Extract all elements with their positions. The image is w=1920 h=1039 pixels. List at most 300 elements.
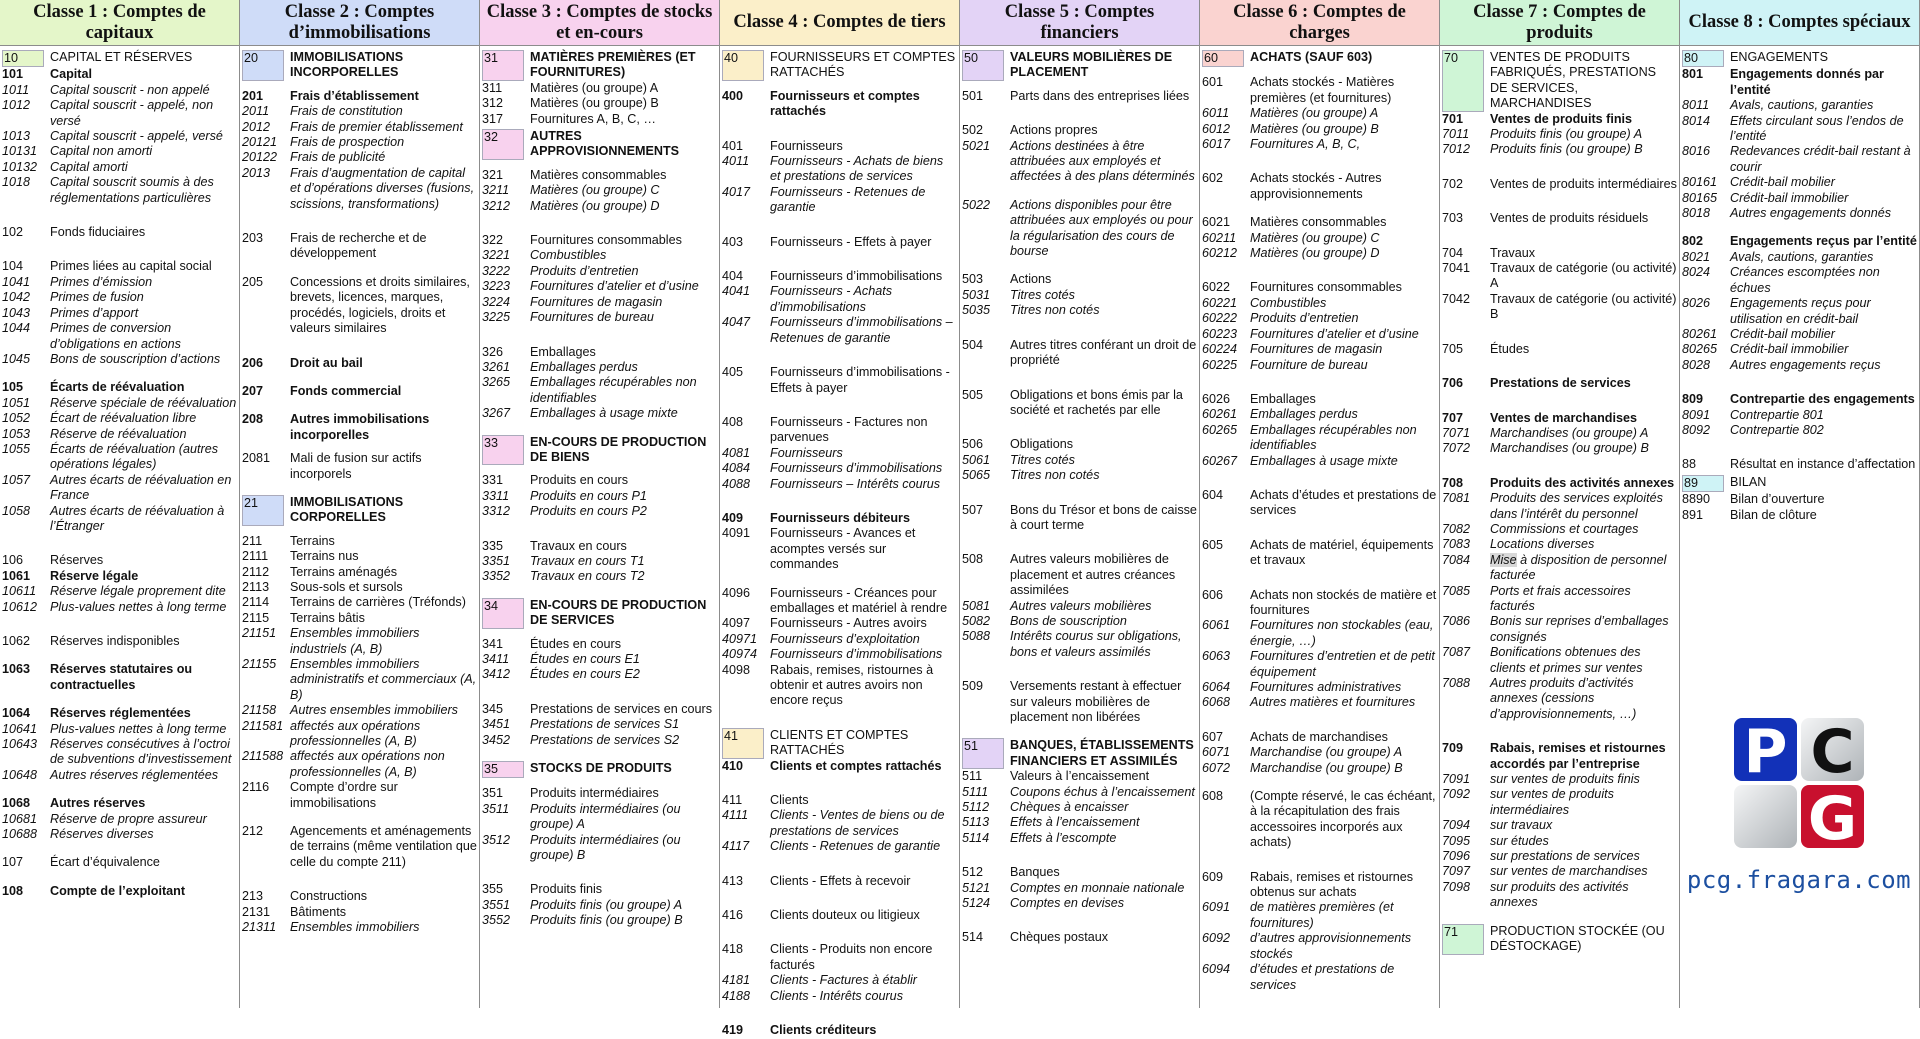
- account-label: Clients - Ventes de biens ou de prestations de services: [770, 808, 945, 838]
- account-label: Coupons échus à l’encaissement: [1010, 784, 1195, 799]
- account-code: 409: [722, 510, 744, 525]
- account-row: [722, 908, 957, 923]
- account-label: Emballages perdus: [1250, 407, 1358, 422]
- account-label: Autres ensembles immobiliers: [290, 703, 458, 718]
- pcg-logo: [1734, 717, 1864, 854]
- account-label: Autres engagements donnés: [1730, 206, 1892, 221]
- account-label: Produits intermédiaires (ou groupe) B: [530, 832, 681, 863]
- account-row: [1682, 327, 1917, 342]
- account-row: [722, 942, 957, 973]
- account-label: Fournisseurs - Factures non parvenues: [770, 414, 928, 445]
- account-code: 211581: [242, 718, 284, 733]
- account-code: 6063: [1202, 649, 1231, 664]
- account-label: Résultat en instance d’affectation: [1730, 457, 1916, 472]
- account-row: [1202, 75, 1437, 106]
- account-row: [242, 275, 477, 337]
- account-code: 1058: [2, 503, 31, 518]
- account-code: 4181: [722, 973, 751, 988]
- account-code: 3411: [482, 652, 510, 666]
- account-row: [1442, 787, 1677, 818]
- account-label: Clients - Factures à établir: [770, 973, 917, 988]
- account-label: Autres immobilisations incorporelles: [290, 412, 430, 442]
- account-code: 3224: [482, 294, 511, 309]
- account-code: 704: [1442, 245, 1464, 260]
- account-label: Écart de réévaluation libre: [50, 411, 197, 426]
- account-row: [1682, 342, 1917, 357]
- account-row: [722, 415, 957, 446]
- account-list: [960, 46, 1199, 946]
- account-label: sur prestations de services: [1490, 849, 1640, 864]
- account-row: [482, 112, 717, 127]
- account-label: Fournisseurs et comptes rattachés: [770, 88, 920, 119]
- account-label: Obligations: [1010, 437, 1074, 452]
- account-row: [482, 554, 717, 569]
- account-label: Fournisseurs d’immobilisations – Retenues de garantie: [770, 315, 953, 345]
- account-code: 107: [2, 855, 24, 870]
- account-class-row: [1682, 475, 1917, 492]
- account-code: 4011: [722, 154, 750, 169]
- account-code: 413: [722, 873, 744, 888]
- account-code: 4091: [722, 526, 751, 541]
- account-code: 6092: [1202, 931, 1231, 946]
- account-label: Compte d’ordre sur immobilisations: [290, 780, 398, 810]
- account-label: Fournitures d’entretien et de petit équipement: [1250, 649, 1435, 679]
- account-label: Rabais, remises et ristournes obtenus sur achats: [1250, 869, 1414, 900]
- class-header-1: Classe 1 : Comptes de capitaux: [0, 0, 239, 46]
- account-code: 33: [482, 435, 524, 466]
- account-code: 89: [1682, 475, 1724, 492]
- account-code: 3265: [482, 375, 511, 390]
- account-code: 7086: [1442, 614, 1471, 629]
- account-code: 7095: [1442, 833, 1471, 848]
- account-row: [1682, 175, 1917, 190]
- account-label: Réserves consécutives à l’octroi de subventions d’investissement: [50, 737, 232, 767]
- account-label: Travaux: [1490, 245, 1536, 260]
- account-label: affectés aux opérations non professionnelles (A, B): [290, 749, 445, 779]
- account-row: [722, 185, 957, 216]
- account-code: 101: [2, 67, 24, 82]
- account-label: Fournitures consommables: [530, 233, 682, 248]
- account-label: EN-COURS DE PRODUCTION DE BIENS: [530, 434, 707, 464]
- account-code: 80261: [1682, 326, 1718, 341]
- account-code: 40974: [722, 647, 758, 662]
- account-row: [2, 98, 237, 129]
- account-code: 105: [2, 380, 24, 395]
- account-label: Produits finis (ou groupe) A: [1490, 127, 1643, 142]
- account-row: [482, 786, 717, 801]
- account-label: Fournisseurs: [770, 138, 843, 153]
- account-code: 5081: [962, 598, 991, 613]
- account-label: Réserves diverses: [50, 827, 154, 842]
- account-code: 705: [1442, 341, 1464, 356]
- account-row: [1202, 122, 1437, 137]
- account-code: 31: [482, 50, 524, 81]
- account-code: 211588: [242, 749, 284, 764]
- account-code: 7012: [1442, 142, 1471, 157]
- account-label: Fournitures de magasin: [1250, 342, 1383, 357]
- account-row: [242, 384, 477, 399]
- account-list: [0, 46, 239, 899]
- account-code: 801: [1682, 67, 1704, 82]
- account-label: Ventes de marchandises: [1490, 410, 1637, 425]
- account-code: 4084: [722, 461, 751, 476]
- account-row: [242, 356, 477, 371]
- text-selection-highlight: Mise: [1490, 552, 1517, 567]
- account-row: [1202, 870, 1437, 901]
- account-label: Chèques à encaisser: [1010, 800, 1129, 815]
- account-code: 8011: [1682, 98, 1710, 113]
- account-row: [242, 719, 477, 750]
- account-label: Emballages récupérables non identifiables: [530, 375, 697, 405]
- account-code: 355: [482, 882, 504, 897]
- account-label: Actions disponibles pour être attribuées aux employés ou pour la régularisation des cours de bourse: [1010, 197, 1193, 259]
- account-row: [482, 168, 717, 183]
- account-code: 5035: [962, 303, 991, 318]
- account-code: 60267: [1202, 453, 1238, 468]
- account-label: Clients créditeurs: [770, 1023, 877, 1038]
- account-label: Matières (ou groupe) A: [1250, 106, 1379, 121]
- account-row: [1202, 311, 1437, 326]
- account-label: Prestations de services: [1490, 376, 1631, 391]
- account-row: [722, 808, 957, 839]
- account-class-row: [242, 50, 477, 81]
- account-row: [1202, 407, 1437, 422]
- account-code: 51: [962, 738, 1004, 769]
- account-code: 2013: [242, 165, 271, 180]
- account-row: [1202, 454, 1437, 469]
- account-code: 607: [1202, 729, 1224, 744]
- account-row: [2, 129, 237, 144]
- account-label: Autres matières et fournitures: [1250, 695, 1416, 710]
- account-code: 6071: [1202, 745, 1231, 760]
- account-row: [1442, 441, 1677, 456]
- account-code: 3261: [482, 359, 511, 374]
- account-code: 80161: [1682, 175, 1718, 190]
- account-label: Actions destinées à être attribuées aux employés et affectées à des plans déterminés: [1010, 138, 1195, 184]
- account-label: Crédit-bail mobilier: [1730, 326, 1835, 341]
- account-code: 10612: [2, 599, 38, 614]
- account-label: Rabais, remises, ristournes à obtenir et autres avoirs non encore reçus: [770, 662, 934, 708]
- account-label: Écart d’équivalence: [50, 855, 160, 870]
- account-row: [2, 380, 237, 395]
- account-label: Écarts de réévaluation: [50, 380, 185, 395]
- account-code: 7083: [1442, 537, 1471, 552]
- account-row: [722, 616, 957, 631]
- account-label: Réserves statutaires ou contractuelles: [50, 662, 193, 692]
- account-label: Versements restant à effectuer sur valeurs mobilières de placement non libérées: [1010, 679, 1182, 724]
- class-column-2: [240, 0, 480, 1008]
- account-code: 507: [962, 502, 984, 517]
- account-code: 605: [1202, 537, 1224, 552]
- account-label: PRODUCTION STOCKÉE (OU DÉSTOCKAGE): [1490, 923, 1665, 954]
- account-row: [2, 855, 237, 870]
- account-code: 34: [482, 598, 524, 629]
- account-label: Travaux en cours T2: [530, 569, 645, 584]
- account-label: Fonds fiduciaires: [50, 225, 146, 240]
- account-label: Achats de matériel, équipements et travaux: [1250, 537, 1434, 568]
- account-label: Travaux en cours: [530, 538, 627, 553]
- account-code: 213: [242, 889, 264, 904]
- account-label: Produits intermédiaires: [530, 786, 659, 801]
- account-label: Réserve de réévaluation: [50, 426, 187, 441]
- account-label: Commissions et courtages: [1490, 521, 1639, 536]
- account-code: 2081: [242, 451, 271, 466]
- account-code: 2012: [242, 119, 271, 134]
- account-row: [2, 553, 237, 568]
- account-row: [1682, 67, 1917, 98]
- account-label: Ensembles immobiliers: [290, 920, 420, 935]
- account-row: [962, 303, 1197, 318]
- account-label: Fournitures administratives: [1250, 680, 1402, 694]
- account-code: 6021: [1202, 215, 1231, 230]
- account-code: 606: [1202, 587, 1224, 602]
- account-label: Fournitures A, B, C,: [1250, 137, 1361, 152]
- account-code: 4097: [722, 616, 751, 631]
- account-code: 6068: [1202, 695, 1231, 710]
- account-row: [722, 139, 957, 154]
- account-class-row: [482, 129, 717, 160]
- account-row: [1202, 358, 1437, 373]
- account-row: [722, 1023, 957, 1038]
- account-label: Frais de premier établissement: [290, 119, 463, 134]
- account-row: [1682, 358, 1917, 373]
- account-row: [482, 913, 717, 928]
- account-row: [722, 315, 957, 346]
- account-row: [482, 802, 717, 833]
- account-code: 7094: [1442, 818, 1471, 833]
- account-label: Marchandise (ou groupe) A: [1250, 745, 1403, 760]
- account-label: Autres écarts de réévaluation en France: [50, 472, 232, 503]
- account-row: [962, 552, 1197, 598]
- account-row: [2, 67, 237, 82]
- account-row: [1202, 231, 1437, 246]
- account-label: Bons de souscription: [1010, 613, 1127, 628]
- account-class-row: [962, 738, 1197, 769]
- account-label: Autres produits d’activités annexes (cessions d’approvisionnements, …): [1490, 676, 1637, 721]
- account-row: [2, 737, 237, 768]
- account-row: [482, 539, 717, 554]
- account-row: [1442, 553, 1677, 584]
- account-label: Réserve spéciale de réévaluation: [50, 395, 237, 410]
- account-code: 4096: [722, 585, 751, 600]
- account-code: 6072: [1202, 760, 1231, 775]
- account-label: Primes d’émission: [50, 274, 153, 289]
- account-class-row: [1442, 50, 1677, 112]
- account-label: Capital non amorti: [50, 144, 153, 159]
- account-code: 21: [242, 495, 284, 526]
- account-list: [1440, 46, 1679, 955]
- account-code: 7091: [1442, 772, 1471, 787]
- account-label: Matières (ou groupe) C: [530, 183, 660, 198]
- account-code: 7084: [1442, 552, 1471, 567]
- account-label: Capital souscrit - appelé, non versé: [50, 98, 214, 128]
- account-code: 404: [722, 269, 744, 284]
- account-code: 802: [1682, 234, 1704, 249]
- account-label: AUTRES APPROVISIONNEMENTS: [530, 129, 680, 159]
- account-row: [962, 437, 1197, 452]
- account-code: 50: [962, 50, 1004, 81]
- account-row: [1442, 142, 1677, 157]
- account-row: [242, 89, 477, 104]
- account-code: 10132: [2, 159, 38, 174]
- account-label: Ventes de produits intermédiaires: [1490, 176, 1677, 191]
- account-row: [2, 442, 237, 473]
- account-label: Ensembles immobiliers administratifs et commerciaux (A, B): [290, 657, 477, 702]
- account-row: [1442, 177, 1677, 192]
- account-code: 203: [242, 231, 264, 246]
- account-row: [1682, 457, 1917, 472]
- account-label: Emballages à usage mixte: [530, 406, 678, 421]
- account-code: 7082: [1442, 521, 1471, 536]
- account-row: [722, 759, 957, 774]
- site-url[interactable]: pcg.fragara.com: [1686, 866, 1912, 894]
- account-row: [1202, 246, 1437, 261]
- account-row: [482, 882, 717, 897]
- account-label: Titres non cotés: [1010, 303, 1100, 318]
- account-code: 5021: [962, 138, 991, 153]
- account-code: 345: [482, 701, 504, 716]
- account-row: [2, 473, 237, 504]
- account-code: 211: [242, 533, 263, 548]
- account-code: 60225: [1202, 357, 1238, 372]
- account-row: [962, 139, 1197, 185]
- account-code: 7096: [1442, 849, 1471, 864]
- account-code: 505: [962, 387, 984, 402]
- account-row: [1442, 476, 1677, 491]
- account-code: 3312: [482, 504, 511, 519]
- account-label: Ventes de produits résiduels: [1490, 211, 1649, 226]
- account-code: 88: [1682, 457, 1697, 472]
- account-code: 40: [722, 50, 764, 81]
- account-code: 601: [1202, 75, 1224, 90]
- account-code: 703: [1442, 211, 1464, 226]
- account-row: [482, 569, 717, 584]
- account-code: 60221: [1202, 295, 1238, 310]
- account-list: [720, 46, 959, 1039]
- account-row: [482, 898, 717, 913]
- account-label: Fourniture de bureau: [1250, 357, 1368, 372]
- account-code: 403: [722, 234, 744, 249]
- account-row: [2, 600, 237, 615]
- account-code: 70: [1442, 50, 1484, 112]
- account-code: 10643: [2, 737, 38, 752]
- account-class-row: [482, 761, 717, 778]
- account-label: Mali de fusion sur actifs incorporels: [290, 451, 422, 481]
- account-class-row: [722, 50, 957, 81]
- account-label: STOCKS DE PRODUITS: [530, 761, 672, 776]
- account-row: [1202, 649, 1437, 680]
- account-label: FOURNISSEURS ET COMPTES RATTACHÉS: [770, 50, 956, 80]
- account-label: sur ventes de marchandises: [1490, 864, 1648, 879]
- account-row: [2, 396, 237, 411]
- account-row: [1442, 127, 1677, 142]
- account-row: [482, 360, 717, 375]
- account-row: [1202, 618, 1437, 649]
- account-code: 8890: [1682, 492, 1711, 507]
- account-label: Travaux de catégorie (ou activité) A: [1490, 261, 1677, 291]
- account-code: 609: [1202, 869, 1224, 884]
- account-row: [1202, 171, 1437, 202]
- account-code: 419: [722, 1023, 744, 1038]
- account-code: 504: [962, 337, 984, 352]
- account-label: Chèques postaux: [1010, 930, 1109, 945]
- account-label: Études en cours E1: [530, 652, 640, 666]
- account-label: Matières (ou groupe) D: [1250, 246, 1380, 261]
- account-label: Marchandise (ou groupe) B: [1250, 760, 1403, 775]
- account-row: [2, 321, 237, 352]
- account-label: Avals, cautions, garanties: [1730, 249, 1874, 264]
- account-row: [242, 595, 477, 610]
- account-label: Études en cours E2: [530, 667, 640, 682]
- account-row: [1442, 584, 1677, 615]
- account-label: Réserves réglementées: [50, 706, 191, 721]
- account-label: ENGAGEMENTS: [1730, 50, 1828, 64]
- account-row: [242, 780, 477, 811]
- account-code: 3351: [482, 553, 511, 568]
- account-row: [242, 135, 477, 150]
- account-label: Terrains: [290, 533, 335, 548]
- account-code: 60211: [1202, 230, 1237, 245]
- account-label: Achats d’études et prestations de services: [1250, 487, 1437, 518]
- account-label: Travaux de catégorie (ou activité) B: [1490, 291, 1677, 322]
- account-code: 20122: [242, 150, 278, 165]
- account-row: [722, 839, 957, 854]
- account-row: [242, 150, 477, 165]
- account-code: 8014: [1682, 113, 1711, 128]
- account-code: 5113: [962, 815, 990, 830]
- account-row: [962, 288, 1197, 303]
- account-code: 212: [242, 824, 264, 839]
- account-label: Sous-sols et sursols: [290, 579, 403, 594]
- account-label: CLIENTS ET COMPTES RATTACHÉS: [770, 727, 909, 758]
- class-header-7: Classe 7 : Comptes de produits: [1440, 0, 1679, 46]
- account-label: Contrepartie 801: [1730, 407, 1824, 422]
- account-code: 3551: [482, 897, 511, 912]
- account-code: 1013: [2, 129, 31, 144]
- account-label: Fournisseurs - Retenues de garantie: [770, 184, 926, 215]
- account-row: [2, 634, 237, 649]
- account-label: Effets à l’encaissement: [1010, 815, 1140, 830]
- account-label: Fournitures consommables: [1250, 280, 1402, 295]
- account-label: IMMOBILISATIONS CORPORELLES: [290, 494, 404, 525]
- account-row: [1442, 211, 1677, 226]
- account-class-row: [1202, 50, 1437, 67]
- account-row: [242, 451, 477, 482]
- account-label: Combustibles: [1250, 295, 1327, 310]
- account-label: Terrains bâtis: [290, 610, 365, 625]
- account-row: [722, 511, 957, 526]
- account-code: 3452: [482, 732, 511, 747]
- account-code: 60212: [1202, 246, 1238, 261]
- account-label: Primes de conversion d’obligations en actions: [50, 321, 181, 351]
- account-label: Intérêts courus sur obligations, bons et valeurs assimilés: [1010, 629, 1182, 659]
- account-row: [2, 812, 237, 827]
- account-row: [2, 144, 237, 159]
- account-code: 3552: [482, 913, 511, 928]
- account-row: [1442, 491, 1677, 522]
- account-code: 509: [962, 679, 984, 694]
- account-row: [962, 769, 1197, 784]
- account-row: [2, 706, 237, 721]
- account-label: Fournisseurs d’immobilisations: [770, 461, 943, 476]
- account-row: [1442, 741, 1677, 772]
- account-row: [962, 629, 1197, 660]
- account-row: [1202, 962, 1437, 993]
- account-row: [1682, 250, 1917, 265]
- account-row: [722, 235, 957, 250]
- account-code: 1053: [2, 426, 31, 441]
- account-code: 708: [1442, 475, 1464, 490]
